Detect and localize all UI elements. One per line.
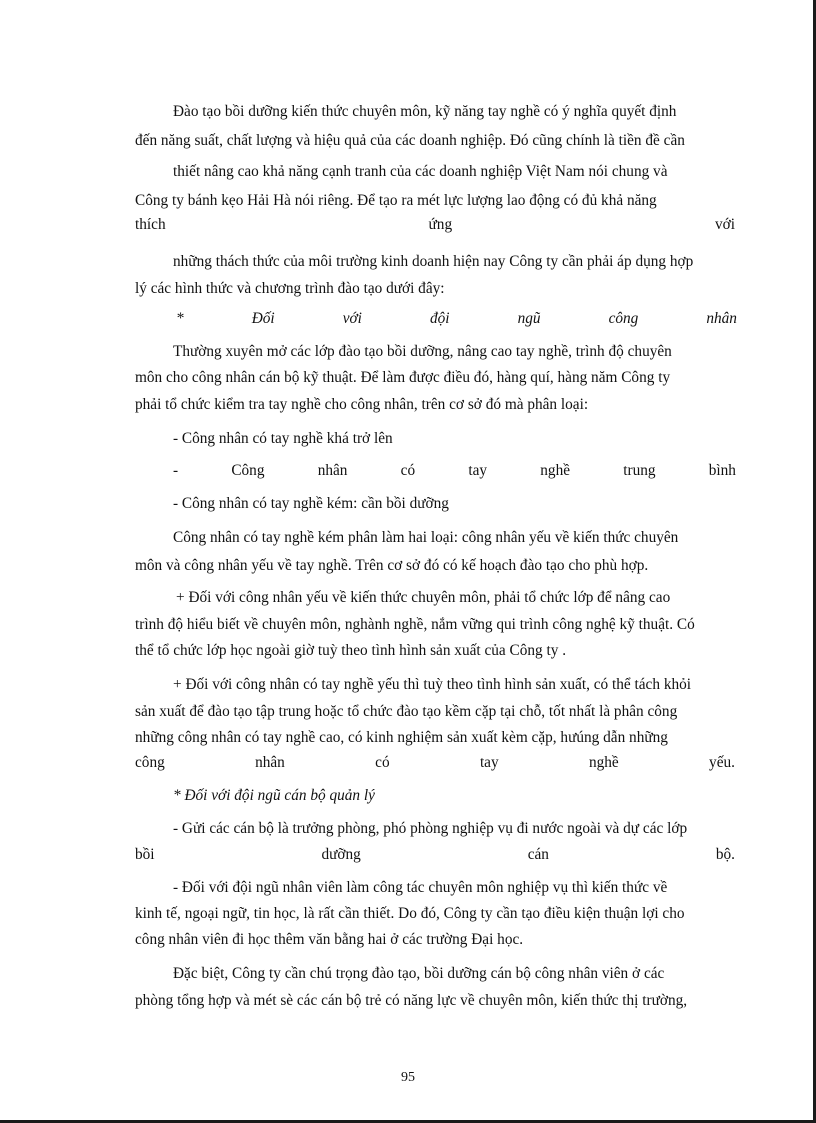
word: Đối <box>251 310 275 327</box>
word: thích <box>135 216 166 233</box>
word: yếu. <box>709 754 735 771</box>
word: nhân <box>317 462 348 479</box>
word: - <box>173 462 179 479</box>
text-line: Thường xuyên mở các lớp đào tạo bồi dưỡng, nâng cao tay nghề, trình độ chuyên <box>173 343 672 360</box>
list-item <box>173 461 736 481</box>
word: tay <box>479 754 499 771</box>
section-heading-workers <box>176 309 737 329</box>
word: có <box>375 754 390 771</box>
text-line: + Đối với công nhân yếu về kiến thức chuyên môn, phải tổ chức lớp để nâng cao <box>176 589 671 606</box>
word: nghề <box>588 754 619 771</box>
list-item: - Công nhân có tay nghề kém: cần bồi dưỡng <box>173 495 449 512</box>
text-line: thể tổ chức lớp học ngoài giờ tuỳ theo tình hình sản xuất của Công ty . <box>135 642 567 659</box>
word: đội <box>429 310 450 327</box>
text-line: Đặc biệt, Công ty cần chú trọng đào tạo, bồi dưỡng cán bộ công nhân viên ở các <box>173 965 665 982</box>
text-line: những thách thức của môi trường kinh doanh hiện nay Công ty cần phải áp dụng hợp <box>173 253 694 270</box>
text-line: thiết nâng cao khả năng cạnh tranh của các doanh nghiệp Việt Nam nói chung và <box>173 163 668 180</box>
text-line: + Đối với công nhân có tay nghề yếu thì tuỳ theo tình hình sản xuất, có thể tách khỏi <box>173 676 692 693</box>
section-heading-managers: * Đối với đội ngũ cán bộ quản lý <box>173 787 375 804</box>
justified-line <box>135 215 735 235</box>
text-line: sản xuất để đào tạo tập trung hoặc tổ chức đào tạo kềm cặp tại chỗ, tốt nhất là phân công <box>135 703 678 720</box>
word: ứng <box>428 216 453 233</box>
text-line: phòng tổng hợp và mét sè các cán bộ trẻ có năng lực về chuyên môn, kiến thức thị trường, <box>135 992 688 1009</box>
word: tay <box>468 462 488 479</box>
word: nghề <box>540 462 571 479</box>
word: với <box>342 310 362 327</box>
text-line: công nhân viên đi học thêm văn bằng hai ở các trường Đại học. <box>135 931 524 948</box>
word: nhân <box>706 310 737 327</box>
text-line: môn và công nhân yếu về tay nghề. Trên cơ sở đó có kế hoạch đào tạo cho phù hợp. <box>135 557 649 574</box>
text-line: Công ty bánh kẹo Hải Hà nói riêng. Để tạo ra mét lực lượng lao động có đủ khả năng <box>135 192 657 209</box>
text-line: những công nhân có tay nghề cao, có kinh nghiệm sản xuất kèm cặp, hưúng dẫn những <box>135 729 668 746</box>
word: nhân <box>255 754 285 771</box>
text-line: lý các hình thức và chương trình đào tạo dưới đây: <box>135 280 445 297</box>
word: bình <box>708 462 736 479</box>
text-line: phải tổ chức kiểm tra tay nghề cho công nhân, trên cơ sở đó mà phân loại: <box>135 396 589 413</box>
page-number: 95 <box>401 1070 415 1085</box>
list-item: - Công nhân có tay nghề khá trở lên <box>173 430 393 447</box>
justified-line <box>135 845 735 865</box>
word: với <box>715 216 735 233</box>
text-line: môn cho công nhân cán bộ kỹ thuật. Để làm được điều đó, hàng quí, hàng năm Công ty <box>135 369 671 386</box>
text-line: - Gửi các cán bộ là trưởng phòng, phó phòng nghiệp vụ đi nước ngoài và dự các lớp <box>173 820 688 837</box>
word: dưỡng <box>321 846 361 863</box>
word: * <box>176 310 184 327</box>
text-line: kinh tế, ngoại ngữ, tin học, là rất cần thiết. Do đó, Công ty cần tạo điều kiện thuận lợi cho <box>135 905 685 922</box>
word: Công <box>231 462 265 479</box>
text-line: trình độ hiểu biết về chuyên môn, nghành nghề, nắm vững qui trình công nghệ kỹ thuật. Có <box>135 616 695 633</box>
word: bồi <box>135 846 155 863</box>
word: ngũ <box>517 310 541 327</box>
word: công <box>135 754 165 771</box>
justified-line <box>135 753 735 773</box>
text-line: đến năng suất, chất lượng và hiệu quả của các doanh nghiệp. Đó cũng chính là tiền đề cần <box>135 132 685 149</box>
text-line: Công nhân có tay nghề kém phân làm hai loại: công nhân yếu về kiến thức chuyên <box>173 529 679 546</box>
word: trung <box>623 462 656 479</box>
word: công <box>608 310 639 327</box>
text-line: - Đối với đội ngũ nhân viên làm công tác chuyên môn nghiệp vụ thì kiến thức về <box>173 879 668 896</box>
word: cán <box>527 846 549 863</box>
word: có <box>400 462 416 479</box>
text-line: Đào tạo bồi dưỡng kiến thức chuyên môn, kỹ năng tay nghề có ý nghĩa quyết định <box>173 103 677 120</box>
word: bộ. <box>715 846 735 863</box>
